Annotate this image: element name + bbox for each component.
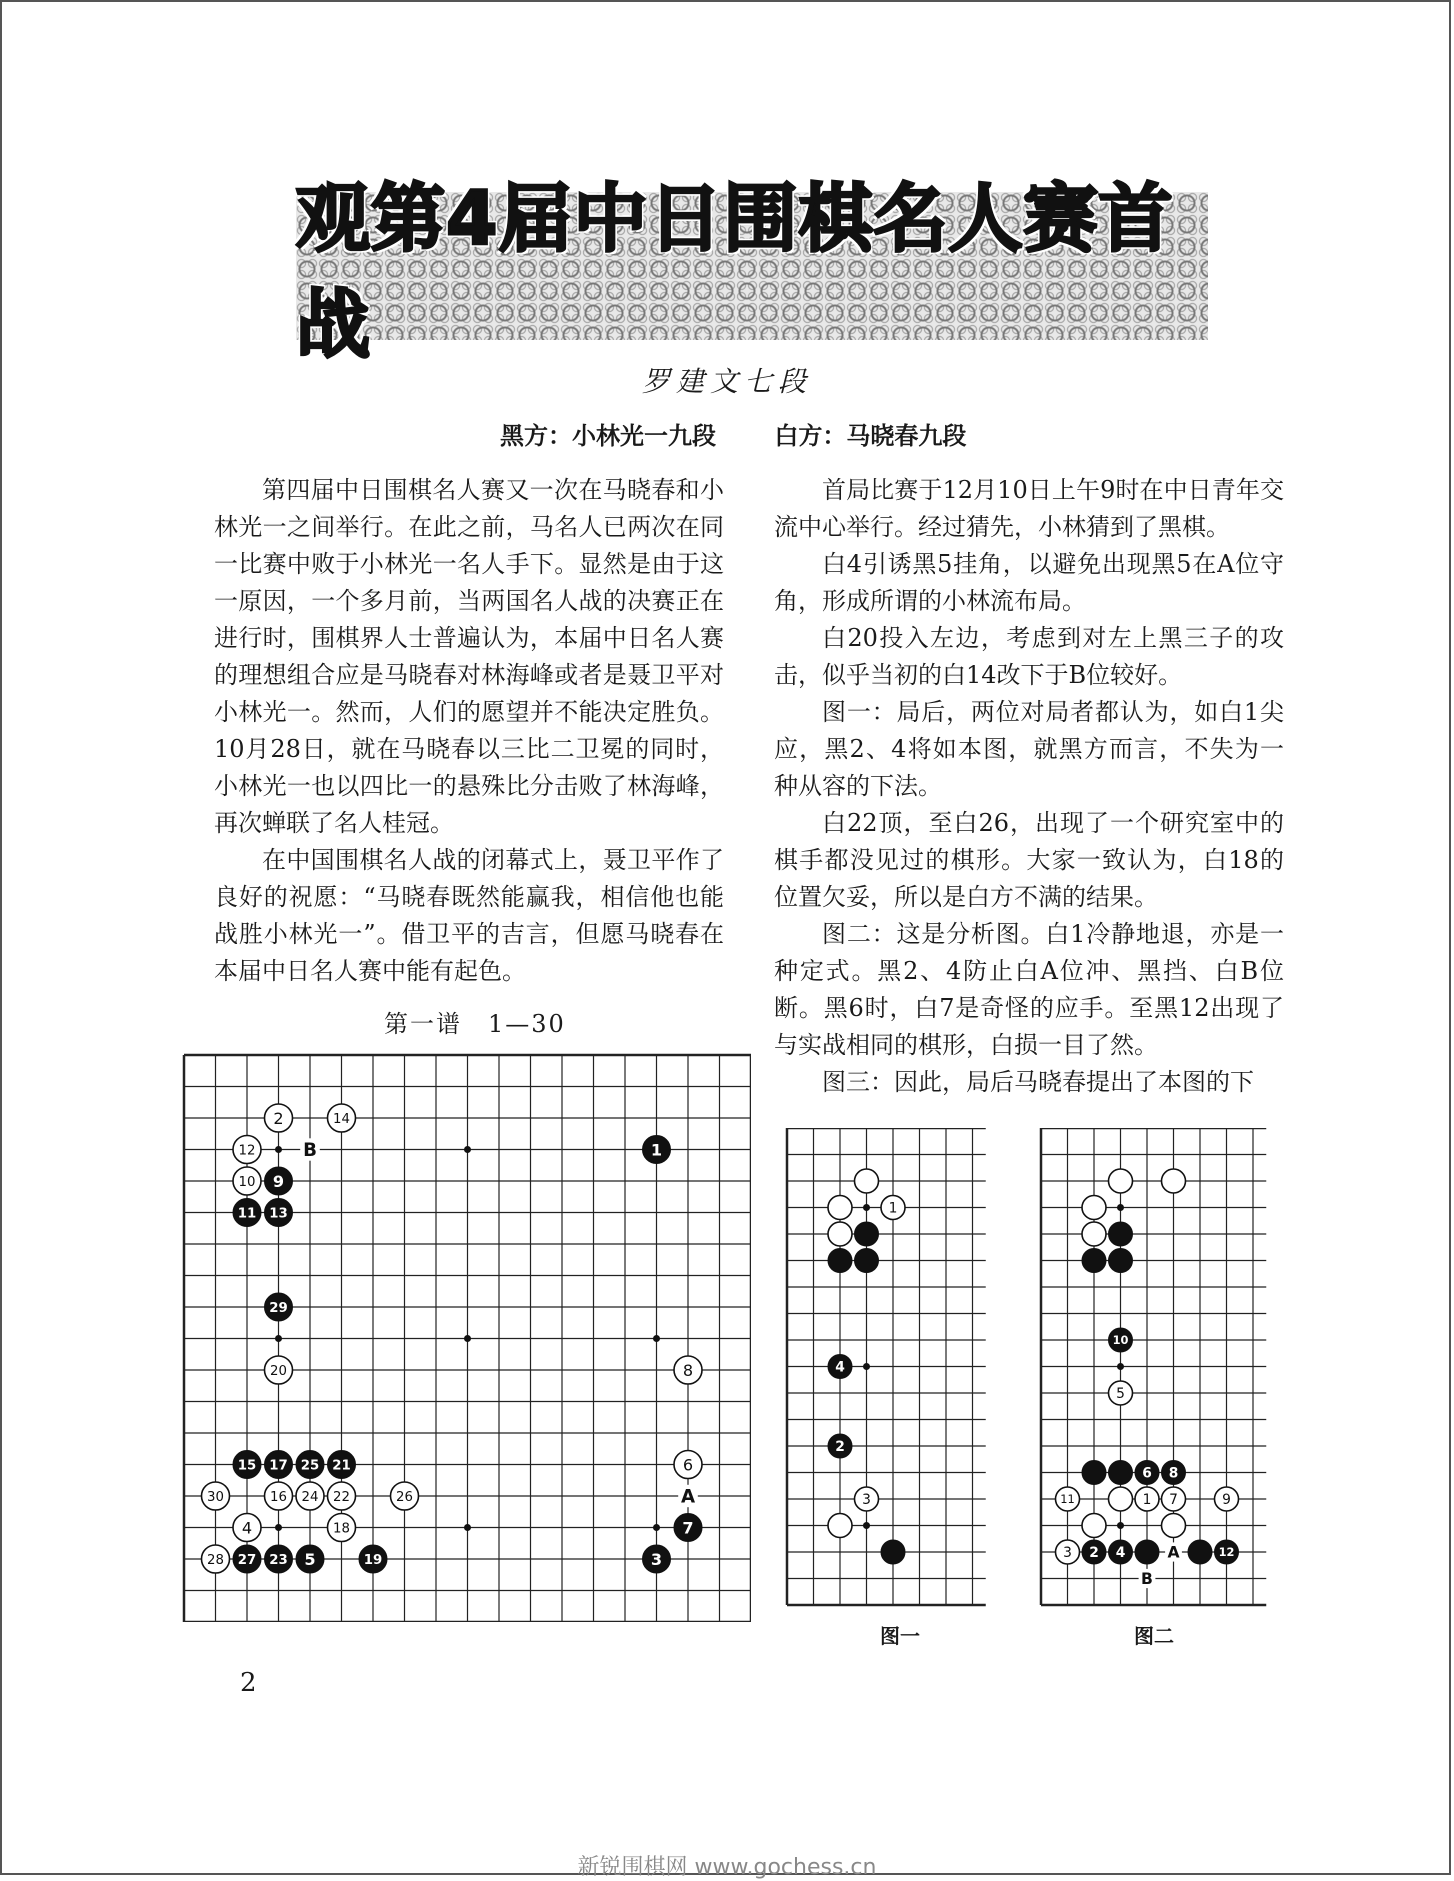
black-stone-number: 4: [835, 1359, 845, 1376]
white-stone-number: 16: [270, 1489, 287, 1505]
white-stone-number: 3: [862, 1491, 871, 1508]
black-stone-number: 2: [1089, 1544, 1099, 1561]
black-stone-number: 4: [1115, 1544, 1126, 1561]
black-stone-number: 9: [272, 1171, 285, 1191]
black-stone-number: 1: [650, 1140, 663, 1160]
star-point: [1117, 1204, 1124, 1211]
star-point: [464, 1146, 471, 1153]
black-player: 黑方：小林光一九段: [500, 422, 716, 450]
black-stone-number: 2: [835, 1438, 845, 1455]
black-stone-number: 5: [304, 1549, 316, 1569]
white-stone-number: 10: [238, 1174, 256, 1190]
white-stone-number: 3: [1063, 1544, 1072, 1561]
star-point: [863, 1204, 870, 1211]
paragraph: 白22顶，至白26，出现了一个研究室中的棋手都没见过的棋形。大家一致认为，白18的位置欠妥，所以是白方不满的结果。: [774, 809, 1284, 911]
white-stone-number: 22: [333, 1489, 350, 1505]
star-point: [275, 1335, 282, 1342]
black-stone-number: 6: [1142, 1465, 1152, 1482]
author-byline: 罗建文七段: [641, 365, 812, 398]
fig1-caption: 图一: [880, 1624, 920, 1648]
star-point: [464, 1335, 471, 1342]
white-stone: [1109, 1487, 1133, 1511]
right-text-column: [774, 472, 1284, 1101]
black-stone: [1109, 1222, 1133, 1246]
star-point: [275, 1524, 282, 1531]
star-point: [1117, 1522, 1124, 1529]
page-number: 2: [240, 1668, 257, 1698]
black-stone-number: 13: [269, 1206, 288, 1222]
white-stone: [828, 1514, 852, 1538]
paragraph: 图一：局后，两位对局者都认为，如白1尖应，黑2、4将如本图，就黑方而言，不失为一种从容的下法。: [774, 698, 1284, 800]
black-stone: [1109, 1249, 1133, 1273]
white-stone-number: 9: [1222, 1491, 1231, 1508]
fig1-go-board: [784, 1128, 1014, 1608]
white-stone-number: 1: [1142, 1491, 1152, 1508]
paragraph: 图三：因此，局后马晓春提出了本图的下: [822, 1068, 1254, 1096]
board-mark-label: B: [303, 1139, 317, 1161]
paragraph: 图二：这是分析图。白1冷静地退，亦是一种定式。黑2、4防止白A位冲、黑挡、白B位断。黑6时，白7是奇怪的应手。至黑12出现了与实战相同的棋形，白损一目了然。: [774, 920, 1284, 1059]
white-stone-number: 24: [301, 1489, 319, 1505]
black-stone-number: 3: [650, 1549, 663, 1569]
black-stone-number: 27: [237, 1552, 257, 1568]
white-stone-number: 26: [396, 1489, 413, 1505]
white-stone-number: 28: [207, 1552, 224, 1568]
black-stone-number: 17: [269, 1458, 288, 1474]
white-stone-number: 18: [333, 1521, 350, 1537]
paragraph: 白4引诱黑5挂角，以避免出现黑5在A位守角，形成所谓的小林流布局。: [774, 550, 1284, 615]
star-point: [653, 1524, 660, 1531]
white-stone-number: 7: [1169, 1491, 1178, 1508]
left-text-column: [214, 472, 724, 990]
black-stone-number: 21: [332, 1458, 351, 1474]
board-mark-label: A: [680, 1486, 696, 1508]
paragraph: 第四届中日围棋名人赛又一次在马晓春和小林光一之间举行。在此之前，马名人已两次在同一比赛中败于小林光一名人手下。显然是由于这一原因，一个多月前，当两国名人战的决赛正在进行时，围棋界人士普遍认为，本届中日名人赛的理想组合应是马晓春对林海峰或者是聂卫平对小林光一。然而，人们的愿望并不能决定胜负。10月28日，就在马晓春以三比二卫冕的同时，小林光一也以四比一的悬殊比分击败了林海峰，再次蝉联了名人桂冠。: [214, 476, 724, 837]
star-point: [863, 1522, 870, 1529]
white-stone-number: 2: [273, 1108, 284, 1128]
white-stone-number: 12: [238, 1143, 256, 1159]
board-mark-label: A: [1167, 1543, 1180, 1562]
star-point: [275, 1146, 282, 1153]
star-point: [1117, 1363, 1124, 1370]
black-stone-number: 15: [237, 1458, 257, 1474]
white-stone: [1082, 1222, 1106, 1246]
article-title: 观第4届中日围棋名人赛首战: [296, 176, 1174, 368]
white-stone: [828, 1222, 852, 1246]
white-stone-number: 14: [333, 1111, 350, 1127]
black-stone: [1135, 1540, 1159, 1564]
fig2-caption: 图二: [1134, 1624, 1174, 1648]
black-stone-number: 8: [1168, 1465, 1179, 1482]
black-stone: [1188, 1540, 1212, 1564]
watermark: 新锐围棋网 www.gochess.cn: [577, 1855, 877, 1880]
paragraph: 首局比赛于12月10日上午9时在中日青年交流中心举行。经过猜先，小林猜到了黑棋。: [774, 476, 1284, 541]
black-stone: [828, 1249, 852, 1273]
white-stone-number: 5: [1116, 1385, 1125, 1402]
black-stone-number: 23: [269, 1552, 288, 1568]
main-go-board: [181, 1052, 751, 1622]
white-stone: [1162, 1514, 1186, 1538]
white-stone-number: 6: [682, 1455, 694, 1475]
paragraph: 白20投入左边，考虑到对左上黑三子的攻击，似乎当初的白14改下于B位较好。: [774, 624, 1284, 689]
star-point: [653, 1335, 660, 1342]
black-stone-number: 29: [269, 1300, 288, 1316]
players-line: [500, 416, 1016, 451]
black-stone: [855, 1249, 879, 1273]
white-stone-number: 4: [241, 1518, 253, 1538]
black-stone: [1082, 1461, 1106, 1485]
white-stone-number: 30: [207, 1489, 224, 1505]
star-point: [464, 1524, 471, 1531]
white-stone-number: 20: [270, 1363, 287, 1379]
black-stone-number: 7: [682, 1518, 694, 1538]
star-point: [863, 1363, 870, 1370]
title-banner: [296, 176, 1208, 368]
white-stone: [1109, 1169, 1133, 1193]
paragraph: 在中国围棋名人战的闭幕式上，聂卫平作了良好的祝愿：“马晓春既然能赢我，相信他也能战胜小林光一”。借卫平的吉言，但愿马晓春在本届中日名人赛中能有起色。: [214, 846, 724, 985]
white-stone-number: 1: [888, 1200, 898, 1217]
white-stone: [1082, 1196, 1106, 1220]
white-player: 白方：马晓春九段: [774, 422, 967, 450]
white-stone-number: 11: [1060, 1492, 1075, 1507]
black-stone: [1109, 1461, 1133, 1485]
white-stone: [828, 1196, 852, 1220]
black-stone-number: 25: [300, 1458, 320, 1474]
white-stone: [855, 1169, 879, 1193]
black-stone-number: 12: [1218, 1545, 1235, 1560]
white-stone: [1082, 1514, 1106, 1538]
main-diagram-caption: 第一谱 1—30: [384, 1010, 566, 1038]
white-stone: [1162, 1169, 1186, 1193]
black-stone-number: 19: [363, 1552, 383, 1568]
black-stone: [1082, 1249, 1106, 1273]
black-stone: [881, 1540, 905, 1564]
fig2-go-board: [1038, 1128, 1278, 1608]
white-stone-number: 8: [682, 1360, 694, 1380]
board-mark-label: B: [1141, 1569, 1153, 1588]
grid-lines: [1041, 1128, 1266, 1605]
black-stone-number: 10: [1112, 1333, 1129, 1348]
black-stone-number: 11: [237, 1206, 257, 1222]
black-stone: [855, 1222, 879, 1246]
